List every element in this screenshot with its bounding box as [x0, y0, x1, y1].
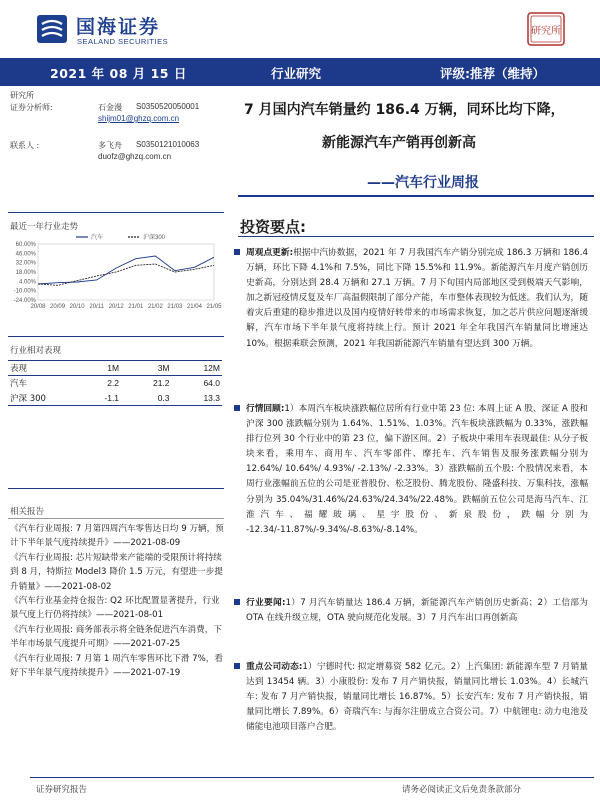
x-tick-label: 21/01 — [128, 304, 144, 310]
y-tick-label: 4.00% — [18, 279, 36, 286]
table-cell: 2.2 — [107, 378, 120, 389]
divider — [8, 488, 224, 489]
bullet-icon — [234, 405, 240, 411]
seal-text: 研究所 — [531, 26, 561, 37]
x-tick-label: 21/05 — [206, 304, 222, 310]
investment-point-company-news — [246, 660, 588, 735]
performance-title: 行业相对表现 — [10, 346, 62, 356]
industry-trend-chart — [8, 232, 222, 312]
related-report-link[interactable]: 《汽车行业周报: 7 月第 1 周汽车零售环比下滑 7%，看好下半年景气度持续提升》——2021-07-19 — [10, 653, 223, 679]
sealand-logo-icon — [36, 14, 68, 44]
divider — [238, 236, 594, 237]
chart-frame — [38, 244, 214, 300]
y-tick-label: 60.00% — [15, 242, 36, 248]
table-row — [8, 376, 222, 391]
x-tick-label: 20/11 — [89, 304, 104, 310]
investment-points-title: 投资要点: — [240, 218, 306, 236]
table-cell: 21.2 — [152, 378, 170, 389]
footer-divider — [30, 777, 594, 778]
x-tick-label: 20/12 — [108, 304, 124, 310]
y-tick-label: -10.00% — [13, 288, 36, 295]
report-rating: 评级:推荐（维持） — [440, 66, 545, 81]
sealand-logo — [36, 12, 206, 48]
related-reports-list — [10, 522, 224, 680]
related-report-link[interactable]: 《汽车行业周报: 7 月第四周汽车零售达日均 9 万辆，预计下半年景气度持续提升》——2021-08-09 — [10, 524, 224, 549]
x-tick-label: 21/04 — [186, 304, 202, 310]
point-text: 1）宁德时代: 拟定增募资 582 亿元。2）上汽集团: 新能源车型 7 月销量达到 13454 辆。3）小康股份: 发布 7 月产销快报，销量同比增长 1.03%。4）长城汽车: 发布 7 月产销快报，销量同比增长 16.87%。5）长安汽车: 发布 7 月产销快报，销量同比增长 7.89%。6）奇瑞汽车: 与海尔注册成立合资公司。7）中航锂电: 动力电池及储能电池项目落户合肥。 — [246, 662, 588, 733]
y-tick-label: 46.00% — [15, 251, 36, 258]
bullet-icon — [234, 249, 240, 255]
y-tick-label: 18.00% — [15, 270, 36, 276]
logo-english-name: SEALAND SECURITIES — [77, 37, 169, 46]
trend-chart-title: 最近一年行业走势 — [10, 222, 79, 232]
x-tick-label: 20/09 — [50, 304, 66, 310]
related-report-link[interactable]: 《汽车行业周报: 商务部表示将全链条促进汽车消费，下半年市场景气度提升可期》——2021-07-25 — [10, 624, 222, 650]
bullet-icon — [234, 599, 240, 605]
research-institute-label: 研究所 — [10, 91, 34, 100]
x-tick-label: 20/08 — [30, 304, 46, 310]
table-cell: 0.3 — [157, 392, 170, 403]
table-cell: 64.0 — [203, 378, 220, 389]
table-cell: 13.3 — [203, 392, 220, 403]
legend-label: 汽车 — [91, 235, 104, 241]
research-institute-seal — [527, 12, 565, 46]
related-reports-title: 相关报告 — [10, 507, 45, 517]
point-text: 1）7 月汽车销量达 186.4 万辆，新能源汽车产销创历史新高；2）工信部为 OTA 在线升级立规，OTA 驶向规范化发展。3）7 月汽车出口再创新高 — [246, 598, 588, 624]
investment-point-weekly-view — [246, 246, 588, 352]
report-date: 2021 年 08 月 15 日 — [50, 66, 187, 81]
report-subtitle: ——汽车行业周报 — [367, 175, 479, 191]
legend-label: 沪深300 — [143, 235, 166, 241]
title-underline — [238, 195, 594, 197]
analyst-email-link[interactable]: shijm01@ghzq.com.cn — [98, 114, 180, 123]
footer-left-text: 证券研究报告 — [36, 785, 88, 795]
table-header: 表现 — [10, 364, 28, 374]
footer-disclaimer: 请务必阅读正文后免责条款部分 — [402, 785, 522, 795]
table-row — [8, 391, 222, 406]
y-tick-label: -24.00% — [13, 298, 36, 304]
analyst-cert: S0350520050001 — [136, 102, 200, 111]
report-title-line2: 新能源汽车产销再创新高 — [322, 135, 476, 151]
contact-name: 多飞舟 — [98, 141, 122, 150]
divider — [8, 212, 224, 213]
table-cell: 汽车 — [10, 379, 28, 390]
contact-cert: S0350121010063 — [136, 140, 200, 149]
analyst-label: 证券分析师: — [10, 103, 53, 112]
related-report-link[interactable]: 《汽车行业基金持仓报告: Q2 环比配置显著提升，行业景气度上行仍将持续》——2021-08-01 — [10, 596, 220, 621]
x-tick-label: 21/02 — [147, 304, 163, 310]
point-lead: 周观点更新: — [246, 248, 294, 258]
point-lead: 行业要闻: — [246, 598, 286, 608]
table-header: 1M — [107, 363, 120, 373]
investment-point-industry-news — [246, 596, 588, 626]
y-tick-label: 32.00% — [15, 260, 36, 267]
table-header: 12M — [203, 363, 220, 373]
related-report-link[interactable]: 《汽车行业周报: 芯片短缺带来产能端的受限预计将持续到 8 月，特斯拉 Model3 降价 1.5 万元，有望进一步提升销量》——2021-08-02 — [10, 552, 223, 592]
x-tick-label: 21/03 — [167, 304, 183, 310]
investment-point-market-review — [246, 402, 588, 538]
divider — [8, 518, 224, 519]
table-header-row — [8, 361, 222, 376]
analyst-name: 石金漫 — [98, 103, 122, 112]
report-banner — [0, 58, 600, 86]
contact-label: 联系人 : — [10, 141, 40, 150]
logo-chinese-name: 国海证券 — [76, 16, 161, 38]
performance-table — [8, 360, 222, 406]
bullet-icon — [234, 663, 240, 669]
contact-email: duofz@ghzq.com.cn — [98, 152, 172, 161]
point-lead: 重点公司动态: — [246, 662, 303, 672]
divider — [8, 336, 224, 337]
point-lead: 行情回顾: — [246, 404, 285, 414]
point-text: 1）本周汽车板块涨跌幅位居所有行业中第 23 位: 本周上证 A 股、深证 A 股和沪深 300 涨跌幅分别为 1.64%、1.51%、1.03%。汽车板块涨跌幅为 0.33%，涨跌幅排行位列 30 个行业中的第 23 位，偏下游区间。2）子板块中乘用车表现最佳: 从分子板块来看，乘用车、商用车、汽车零部件、摩托车、汽车销售及服务涨跌幅分别为 12.64%/ 10.64%/ 4.93%/ -2.13%/ -2.33%。3）涨跌幅前五个股: 个股情况来看，本周行业涨幅前五位的公司是亚普股份、松芝股份、腾龙股份、隆盛科技、万集科技，涨幅分别为 35.04%/31.46%/24.63%/24.34%/22.48%。跌幅前五位公司是海马汽车、江淮汽车、福耀玻璃、星宇股份、新泉股份，跌幅分别为 -12.34/-11.87%/-9.34%/-8.63%/-8.14%。 — [246, 404, 588, 535]
report-title-line1: 7 月国内汽车销量约 186.4 万辆，同环比均下降， — [244, 102, 565, 118]
table-cell: -1.1 — [104, 392, 120, 403]
x-tick-label: 20/10 — [69, 304, 85, 310]
report-type: 行业研究 — [271, 66, 322, 81]
table-cell: 沪深 300 — [10, 393, 46, 404]
point-text: 根据中汽协数据，2021 年 7 月我国汽车产销分别完成 186.3 万辆和 186.4 万辆，环比下降 4.1%和 7.5%，同比下降 15.5%和 11.9%。新能源汽车月度产销创历史新高，分别达到 28.4 万辆和 27.1 万辆。7 月下旬国内局部地区受到极端天气影响，加之新冠疫情反复及车厂高温假限制了部分产能，车市整体表现较为低迷。我们认为，随着灾后重建的稳步推进以及国内疫情好转带来的市场需求恢复，加之芯片供应问题逐渐缓解，汽车市场下半年景气度将持续上行。预计 2021 年全年我国汽车销量同比增速达 10%。根据乘联会预测，2021 年我国新能源汽车销量有望达到 300 万辆。 — [246, 248, 588, 349]
table-header: 3M — [157, 363, 170, 373]
